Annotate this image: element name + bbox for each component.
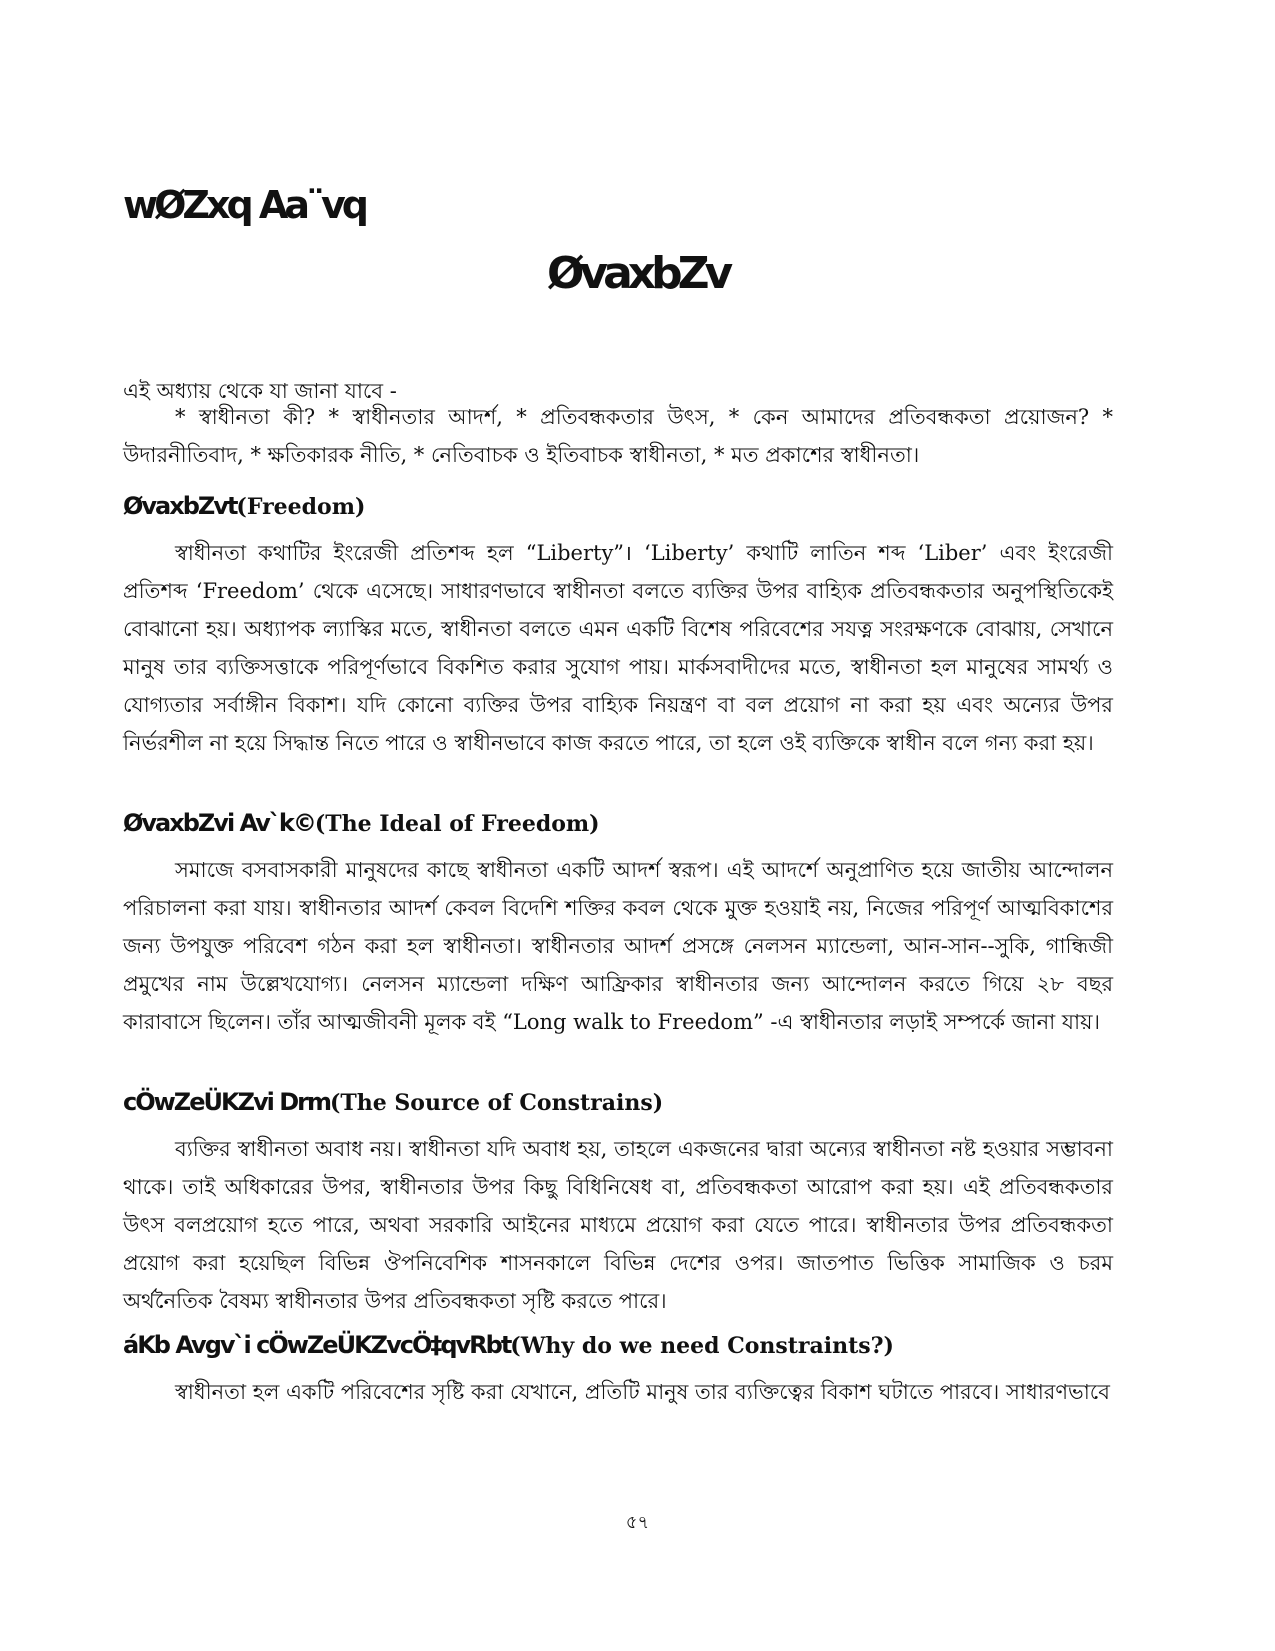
section-heading-glyphs: ØvaxbZvt — [123, 492, 237, 520]
section-heading-source — [123, 1085, 663, 1120]
section-heading-english: (Freedom) — [236, 494, 366, 520]
section-heading-glyphs: cÖwZeÜKZvi Drm — [123, 1088, 330, 1116]
section-heading-english: (The Source of Constrains) — [329, 1090, 664, 1116]
section-heading-glyphs: áKb Avgv`i cÖwZeÜKZvcÖ‡qvRbt — [123, 1331, 511, 1359]
intro-topics: * স্বাধীনতা কী? * স্বাধীনতার আদর্শ, * প্রতিবন্ধকতার উৎস, * কেন আমাদের প্রতিবন্ধকতা প্রয়োজন? * উদারনীতিবাদ, * ক্ষতিকারক নীতি, * নেতিবাচক ও ইতিবাচক স্বাধীনতা, * মত প্রকাশের স্বাধীনতা। — [123, 405, 1113, 467]
section-heading-glyphs: ØvaxbZvi Av`k© — [123, 809, 315, 837]
section-heading-english: (Why do we need Constraints?) — [510, 1333, 894, 1359]
chapter-label: wØZxq Aa¨vq — [123, 183, 365, 227]
section-body-ideal: সমাজে বসবাসকারী মানুষদের কাছে স্বাধীনতা একটি আদর্শ স্বরূপ। এই আদর্শে অনুপ্রাণিত হয়ে জাতীয় আন্দোলন পরিচালনা করা যায়। স্বাধীনতার আদর্শ কেবল বিদেশি শক্তির কবল থেকে মুক্ত হওয়াই নয়, নিজের পরিপূর্ণ আত্মবিকাশের জন্য উপযুক্ত পরিবেশ গঠন করা হল স্বাধীনতা। স্বাধীনতার আদর্শ প্রসঙ্গে নেলসন ম্যান্ডেলা, আন-সান--সুকি, গান্ধিজী প্রমুখের নাম উল্লেখযোগ্য। নেলসন ম্যান্ডেলা দক্ষিণ আফ্রিকার স্বাধীনতার জন্য আন্দোলন করতে গিয়ে ২৮ বছর কারাবাসে ছিলেন। তাঁর আত্মজীবনী মূলক বই “Long walk to Freedom” -এ স্বাধীনতার লড়াই সম্পর্কে জানা যায়। — [123, 858, 1113, 1034]
section-heading-ideal — [123, 806, 600, 841]
section-heading-english: (The Ideal of Freedom) — [314, 811, 600, 837]
chapter-title: ØvaxbZv — [547, 248, 729, 299]
section-heading-freedom — [123, 489, 365, 524]
section-body-freedom: স্বাধীনতা কথাটির ইংরেজী প্রতিশব্দ হল “Liberty”। ‘Liberty’ কথাটি লাতিন শব্দ ‘Liber’ এবং ইংরেজী প্রতিশব্দ ‘Freedom’ থেকে এসেছে। সাধারণভাবে স্বাধীনতা বলতে ব্যক্তির উপর বাহ্যিক প্রতিবন্ধকতার অনুপস্থিতিকেই বোঝানো হয়। অধ্যাপক ল্যাস্কির মতে, স্বাধীনতা বলতে এমন একটি বিশেষ পরিবেশের সযত্ন সংরক্ষণকে বোঝায়, সেখানে মানুষ তার ব্যক্তিসত্তাকে পরিপূর্ণভাবে বিকশিত করার সুযোগ পায়। মার্কসবাদীদের মতে, স্বাধীনতা হল মানুষের সামর্থ্য ও যোগ্যতার সর্বাঙ্গীন বিকাশ। যদি কোনো ব্যক্তির উপর বাহ্যিক নিয়ন্ত্রণ বা বল প্রয়োগ না করা হয় এবং অন্যের উপর নির্ভরশীল না হয়ে সিদ্ধান্ত নিতে পারে ও স্বাধীনভাবে কাজ করতে পারে, তা হলে ওই ব্যক্তিকে স্বাধীন বলে গন্য করা হয়। — [123, 541, 1113, 755]
section-heading-need — [123, 1328, 894, 1363]
intro-lead: এই অধ্যায় থেকে যা জানা যাবে - — [123, 379, 397, 403]
section-body-need: স্বাধীনতা হল একটি পরিবেশের সৃষ্টি করা যেখানে, প্রতিটি মানুষ তার ব্যক্তিত্বের বিকাশ ঘটাতে পারবে। সাধারণভাবে — [175, 1380, 1110, 1404]
page-number: ৫৭ — [625, 1512, 650, 1533]
section-body-source: ব্যক্তির স্বাধীনতা অবাধ নয়। স্বাধীনতা যদি অবাধ হয়, তাহলে একজনের দ্বারা অন্যের স্বাধীনতা নষ্ট হওয়ার সম্ভাবনা থাকে। তাই অধিকারের উপর, স্বাধীনতার উপর কিছু বিধিনিষেধ বা, প্রতিবন্ধকতা আরোপ করা হয়। এই প্রতিবন্ধকতার উৎস বলপ্রয়োগ হতে পারে, অথবা সরকারি আইনের মাধ্যমে প্রয়োগ করা যেতে পারে। স্বাধীনতার উপর প্রতিবন্ধকতা প্রয়োগ করা হয়েছিল বিভিন্ন ঔপনিবেশিক শাসনকালে বিভিন্ন দেশের ওপর। জাতপাত ভিত্তিক সামাজিক ও চরম অর্থনৈতিক বৈষম্য স্বাধীনতার উপর প্রতিবন্ধকতা সৃষ্টি করতে পারে। — [123, 1137, 1113, 1313]
